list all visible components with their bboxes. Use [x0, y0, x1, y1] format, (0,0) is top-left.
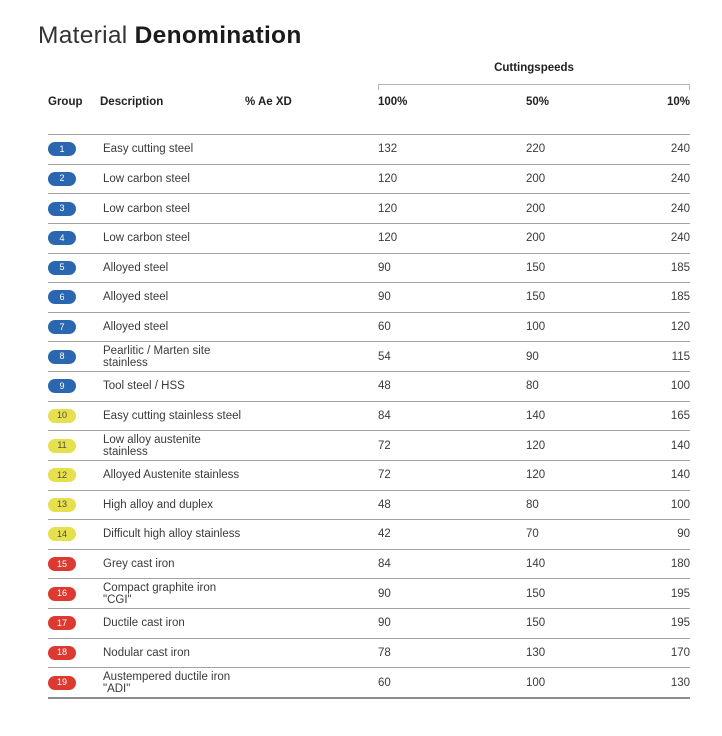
group-cell: [48, 409, 100, 423]
speed-100-cell: 90: [378, 261, 391, 274]
speed-10-cell: 170: [670, 646, 690, 659]
speed-50-cell: 90: [526, 350, 539, 363]
column-header-100: 100%: [378, 96, 408, 108]
description-cell: Easy cutting steel: [103, 143, 194, 156]
table-row: [48, 519, 690, 549]
speed-50-cell: 150: [526, 261, 546, 274]
group-badge: [48, 616, 76, 630]
description-cell: Ductile cast iron: [103, 617, 185, 630]
description-cell: Low alloy austenite stainless: [103, 433, 201, 458]
table-row: [48, 341, 690, 371]
group-badge: [48, 350, 76, 364]
group-badge-number: 15: [56, 558, 67, 569]
group-badge: [48, 320, 76, 334]
group-badge: [48, 468, 76, 482]
speed-10-cell: 140: [670, 439, 690, 452]
speed-100-cell: 60: [378, 676, 391, 689]
speed-50-cell: 200: [526, 232, 546, 245]
group-badge: [48, 527, 76, 541]
speed-10-cell: 240: [670, 143, 690, 156]
table-row: [48, 578, 690, 608]
speed-100-cell: 72: [378, 439, 391, 452]
description-cell: High alloy and duplex: [103, 498, 213, 511]
group-badge-number: 16: [56, 588, 67, 599]
speed-10-cell: 115: [671, 350, 690, 363]
speed-100-cell: 72: [378, 469, 391, 482]
group-cell: [48, 498, 100, 512]
table-row: [48, 371, 690, 401]
description-cell: Austempered ductile iron "ADI": [103, 670, 231, 695]
description-cell: Low carbon steel: [103, 232, 190, 245]
table-row: [48, 608, 690, 638]
speed-100-cell: 48: [378, 498, 391, 511]
group-cell: [48, 202, 100, 216]
table-row: [48, 549, 690, 579]
group-badge-number: 6: [59, 291, 65, 302]
column-header-group: Group: [48, 96, 83, 108]
description-cell: Alloyed steel: [103, 321, 169, 334]
group-badge: [48, 676, 76, 690]
group-badge-number: 5: [59, 262, 65, 273]
group-cell: [48, 290, 100, 304]
group-cell: [48, 676, 100, 690]
group-cell: [48, 439, 100, 453]
group-badge: [48, 587, 76, 601]
speed-10-cell: 100: [670, 498, 690, 511]
description-cell: Easy cutting stainless steel: [103, 409, 242, 422]
table-row: [48, 134, 690, 164]
speed-10-cell: 100: [670, 380, 690, 393]
group-badge: [48, 498, 76, 512]
page-title-regular: Material: [38, 22, 128, 49]
table-row: [48, 282, 690, 312]
speed-50-cell: 120: [526, 439, 546, 452]
table-row: [48, 312, 690, 342]
speed-100-cell: 120: [378, 202, 398, 215]
column-header-50: 50%: [526, 96, 550, 108]
group-badge-number: 4: [59, 232, 65, 243]
speed-100-cell: 84: [378, 409, 391, 422]
speed-10-cell: 195: [670, 587, 690, 600]
speed-10-cell: 120: [670, 321, 690, 334]
group-cell: [48, 527, 100, 541]
group-badge-number: 14: [56, 528, 67, 539]
speed-100-cell: 90: [378, 587, 391, 600]
speed-50-cell: 80: [526, 380, 539, 393]
speed-50-cell: 150: [526, 291, 546, 304]
speed-10-cell: 185: [670, 261, 690, 274]
group-badge: [48, 231, 76, 245]
table-row: [48, 430, 690, 460]
speed-10-cell: 90: [677, 528, 690, 541]
group-cell: [48, 261, 100, 275]
column-header-aexd: % Ae XD: [245, 96, 292, 108]
speed-100-cell: 84: [378, 558, 391, 571]
group-badge-number: 1: [59, 143, 65, 154]
group-cell: [48, 231, 100, 245]
speed-50-cell: 100: [526, 321, 546, 334]
description-cell: Nodular cast iron: [103, 646, 190, 659]
speed-100-cell: 120: [378, 172, 398, 185]
speed-50-cell: 130: [526, 646, 546, 659]
group-badge-number: 11: [57, 440, 67, 451]
speed-50-cell: 150: [526, 617, 546, 630]
group-badge: [48, 290, 76, 304]
description-cell: Low carbon steel: [103, 202, 190, 215]
speed-10-cell: 140: [670, 469, 690, 482]
speed-50-cell: 70: [526, 528, 539, 541]
group-badge-number: 8: [59, 351, 65, 362]
group-badge-number: 9: [59, 380, 65, 391]
speed-50-cell: 200: [526, 202, 546, 215]
page-title-bold: Denomination: [134, 22, 302, 49]
description-cell: Alloyed steel: [103, 261, 169, 274]
speed-50-cell: 140: [526, 558, 546, 571]
column-headers: [48, 96, 690, 108]
group-cell: [48, 379, 100, 393]
speed-10-cell: 195: [670, 617, 690, 630]
group-cell: [48, 616, 100, 630]
group-badge-number: 3: [59, 203, 65, 214]
speed-100-cell: 42: [378, 528, 391, 541]
group-cell: [48, 350, 100, 364]
speed-10-cell: 240: [670, 232, 690, 245]
group-badge: [48, 557, 76, 571]
speed-50-cell: 140: [526, 409, 546, 422]
cuttingspeeds-label: Cuttingspeeds: [494, 62, 574, 74]
page-title: [38, 22, 302, 50]
description-cell: Tool steel / HSS: [103, 380, 185, 393]
group-badge: [48, 646, 76, 660]
table-rows: [48, 134, 690, 699]
group-badge: [48, 379, 76, 393]
speed-100-cell: 90: [378, 291, 391, 304]
speed-50-cell: 100: [526, 676, 546, 689]
speed-100-cell: 48: [378, 380, 391, 393]
speed-50-cell: 200: [526, 172, 546, 185]
group-badge-number: 12: [56, 469, 67, 480]
group-badge-number: 7: [59, 321, 65, 332]
group-badge: [48, 409, 76, 423]
table-row: [48, 193, 690, 223]
group-badge: [48, 142, 76, 156]
speed-50-cell: 80: [526, 498, 539, 511]
speed-10-cell: 185: [670, 291, 690, 304]
group-cell: [48, 646, 100, 660]
table-row: [48, 460, 690, 490]
column-header-description: Description: [100, 96, 164, 108]
group-cell: [48, 172, 100, 186]
description-cell: Low carbon steel: [103, 172, 190, 185]
speed-100-cell: 120: [378, 232, 398, 245]
speed-10-cell: 165: [670, 409, 690, 422]
table-row: [48, 490, 690, 520]
speed-50-cell: 120: [526, 469, 546, 482]
group-badge-number: 13: [56, 499, 67, 510]
group-badge-number: 2: [59, 173, 65, 184]
speed-10-cell: 130: [670, 676, 690, 689]
group-cell: [48, 468, 100, 482]
speed-10-cell: 180: [670, 558, 690, 571]
speed-100-cell: 78: [378, 646, 391, 659]
speed-100-cell: 90: [378, 617, 391, 630]
group-badge: [48, 439, 76, 453]
table-row: [48, 638, 690, 668]
group-badge-number: 17: [56, 617, 67, 628]
group-badge: [48, 202, 76, 216]
table-row: [48, 667, 690, 697]
cuttingspeeds-bracket: [378, 84, 690, 90]
table-row: [48, 164, 690, 194]
description-cell: Difficult high alloy stainless: [103, 528, 241, 541]
speed-100-cell: 60: [378, 321, 391, 334]
description-cell: Alloyed Austenite stainless: [103, 469, 240, 482]
group-badge-number: 18: [56, 647, 67, 658]
table-row: [48, 223, 690, 253]
description-cell: Alloyed steel: [103, 291, 169, 304]
column-header-10: 10%: [666, 96, 690, 108]
table-row: [48, 253, 690, 283]
speed-100-cell: 54: [378, 350, 391, 363]
group-cell: [48, 557, 100, 571]
group-cell: [48, 142, 100, 156]
description-cell: Pearlitic / Marten site stainless: [103, 344, 211, 369]
group-badge: [48, 172, 76, 186]
group-cell: [48, 320, 100, 334]
group-badge-number: 19: [56, 677, 67, 688]
speed-100-cell: 132: [378, 143, 398, 156]
group-cell: [48, 587, 100, 601]
description-cell: Grey cast iron: [103, 558, 175, 571]
group-badge: [48, 261, 76, 275]
group-badge-number: 10: [56, 410, 67, 421]
speed-10-cell: 240: [670, 172, 690, 185]
speed-50-cell: 220: [526, 143, 546, 156]
speed-50-cell: 150: [526, 587, 546, 600]
speed-10-cell: 240: [670, 202, 690, 215]
description-cell: Compact graphite iron "CGI": [103, 581, 217, 606]
table-row: [48, 401, 690, 431]
